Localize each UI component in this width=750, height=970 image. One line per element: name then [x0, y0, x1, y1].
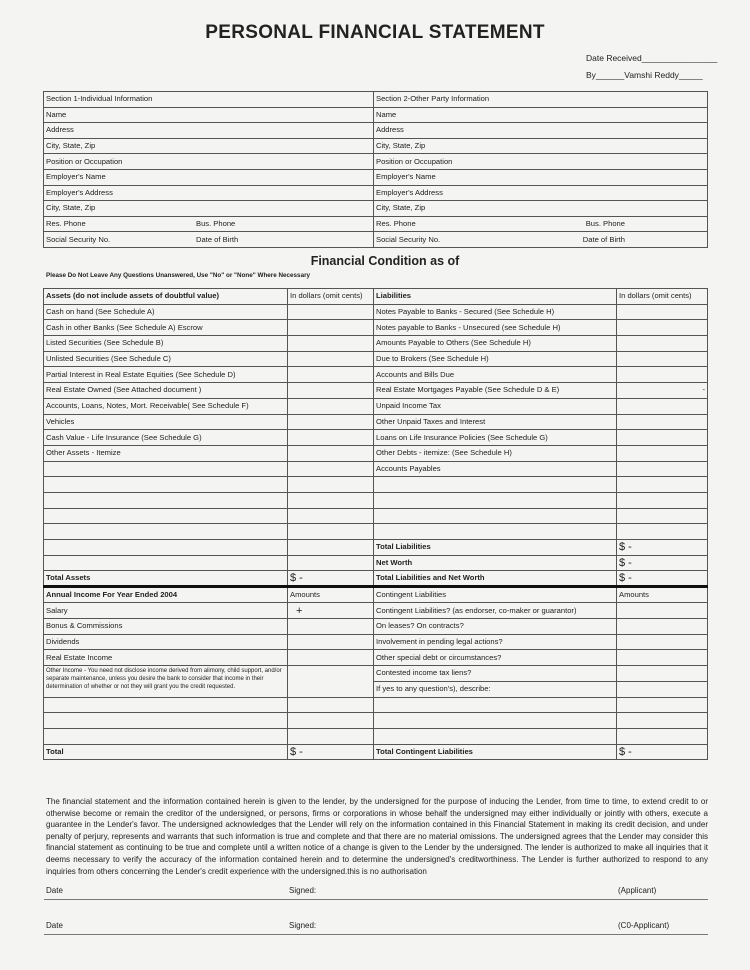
applicant-signature-line[interactable] — [44, 886, 708, 900]
document-title: PERSONAL FINANCIAL STATEMENT — [205, 22, 545, 43]
liability-amount-field[interactable] — [617, 336, 708, 352]
asset-amount-field[interactable] — [288, 336, 374, 352]
liability-item — [374, 508, 617, 524]
contingent-header: Contingent Liabilities — [374, 587, 617, 603]
asset-amount-field[interactable] — [288, 540, 374, 556]
section2-ssn-dob-field[interactable] — [374, 232, 708, 248]
table-row — [44, 587, 708, 603]
income-amount-field[interactable] — [288, 634, 374, 650]
income-item: Bonus & Commissions — [44, 619, 288, 635]
asset-item: Real Estate Owned (See Attached document ) — [44, 383, 288, 399]
table-row — [44, 320, 708, 336]
income-amount-field[interactable] — [288, 603, 374, 619]
liability-item — [374, 477, 617, 493]
section2-dob-label: Date of Birth — [582, 234, 625, 244]
asset-item: Other Assets - Itemize — [44, 445, 288, 461]
asset-item: Cash on hand (See Schedule A) — [44, 304, 288, 320]
table-row — [44, 492, 708, 508]
table-row — [44, 336, 708, 352]
income-total-label: Total — [44, 744, 288, 760]
table-row — [44, 351, 708, 367]
table-row — [44, 540, 708, 556]
table-row — [44, 508, 708, 524]
contingent-amount-field[interactable] — [617, 681, 708, 697]
asset-amount-field[interactable] — [288, 320, 374, 336]
blank-cell — [44, 540, 288, 556]
section2-field[interactable]: City, State, Zip — [374, 201, 708, 217]
table-row — [44, 154, 708, 170]
section1-field[interactable]: Name — [44, 107, 374, 123]
income-amount-field[interactable] — [288, 697, 374, 713]
section1-heading: Section 1-Individual Information — [44, 92, 374, 108]
section2-field[interactable]: Address — [374, 123, 708, 139]
table-row — [44, 216, 708, 232]
section1-field[interactable]: Address — [44, 123, 374, 139]
asset-amount-field[interactable] — [288, 414, 374, 430]
asset-item — [44, 508, 288, 524]
liability-amount-field[interactable] — [617, 445, 708, 461]
income-amount-field[interactable] — [288, 666, 374, 697]
liability-amount-field[interactable] — [617, 398, 708, 414]
liability-amount-field[interactable] — [617, 477, 708, 493]
total-liabilities-net-worth-value: $ - — [617, 571, 708, 587]
asset-amount-field[interactable] — [288, 555, 374, 571]
asset-item: Cash in other Banks (See Schedule A) Escrow — [44, 320, 288, 336]
blank-cell — [44, 555, 288, 571]
total-liabilities-value: $ - — [617, 540, 708, 556]
table-row — [44, 107, 708, 123]
asset-amount-field[interactable] — [288, 351, 374, 367]
asset-item: Accounts, Loans, Notes, Mort. Receivable( See Schedule F) — [44, 398, 288, 414]
section1-field[interactable]: Position or Occupation — [44, 154, 374, 170]
liability-amount-field[interactable] — [617, 383, 708, 399]
contingent-amount-header: Amounts — [617, 587, 708, 603]
blank-cell — [44, 697, 288, 713]
plus-icon: + — [296, 604, 303, 617]
income-item: Salary — [44, 603, 288, 619]
liability-item: Other Debts - itemize: (See Schedule H) — [374, 445, 617, 461]
liability-item: Amounts Payable to Others (See Schedule H) — [374, 336, 617, 352]
income-amount-field[interactable] — [288, 650, 374, 666]
contingent-item: Contingent Liabilities? (as endorser, co-maker or guarantor) — [374, 603, 617, 619]
section2-res_phone-label: Res. Phone — [376, 219, 416, 229]
contingent-amount-field[interactable] — [617, 650, 708, 666]
contingent-amount-field[interactable] — [617, 634, 708, 650]
asset-amount-field[interactable] — [288, 508, 374, 524]
table-row — [44, 383, 708, 399]
liability-item: Real Estate Mortgages Payable (See Schedule D & E) — [374, 383, 617, 399]
section1-field[interactable]: City, State, Zip — [44, 138, 374, 154]
total-assets-value: $ - — [288, 571, 374, 587]
blank-cell — [374, 713, 617, 729]
blank-cell — [44, 713, 288, 729]
contingent-amount-field[interactable] — [617, 603, 708, 619]
table-row — [44, 138, 708, 154]
liabilities-amount-header: In dollars (omit cents) — [617, 289, 708, 305]
table-row — [44, 634, 708, 650]
asset-item: Listed Securities (See Schedule B) — [44, 336, 288, 352]
dash-value: - — [702, 385, 705, 395]
section1-ssn-dob-field[interactable] — [44, 232, 374, 248]
financial-condition-table — [43, 288, 708, 760]
section2-field[interactable]: Position or Occupation — [374, 154, 708, 170]
table-row — [44, 697, 708, 713]
asset-amount-field[interactable] — [288, 445, 374, 461]
signature-date-label: Date — [46, 886, 63, 895]
liability-item: Other Unpaid Taxes and Interest — [374, 414, 617, 430]
section2-phone-field[interactable] — [374, 216, 708, 232]
co-applicant-signature-line[interactable] — [44, 921, 708, 935]
total-contingent-label: Total Contingent Liabilities — [374, 744, 617, 760]
table-row — [44, 555, 708, 571]
section1-dob-label: Date of Birth — [196, 234, 239, 244]
asset-item — [44, 524, 288, 540]
asset-item — [44, 477, 288, 493]
income-amount-field[interactable] — [288, 713, 374, 729]
liability-item: Notes Payable to Banks - Secured (See Schedule H) — [374, 304, 617, 320]
table-row — [44, 201, 708, 217]
table-row — [44, 398, 708, 414]
liability-amount-field[interactable] — [617, 524, 708, 540]
section1-bus_phone-label: Bus. Phone — [196, 219, 236, 229]
liability-amount-field[interactable] — [617, 430, 708, 446]
table-row — [44, 289, 708, 305]
section1-phone-field[interactable] — [44, 216, 374, 232]
total-liabilities-net-worth-label: Total Liabilities and Net Worth — [374, 571, 617, 587]
income-item: Real Estate Income — [44, 650, 288, 666]
by-field[interactable]: By______Vamshi Reddy_____ — [586, 70, 703, 80]
contingent-item: Contested income tax liens? — [374, 666, 617, 682]
asset-amount-field[interactable] — [288, 492, 374, 508]
income-item: Dividends — [44, 634, 288, 650]
asset-amount-field[interactable] — [288, 383, 374, 399]
table-row — [44, 169, 708, 185]
income-amount-field[interactable] — [288, 728, 374, 744]
table-row — [44, 123, 708, 139]
blank-cell — [374, 728, 617, 744]
contingent-amount-field[interactable] — [617, 619, 708, 635]
contingent-amount-field[interactable] — [617, 666, 708, 682]
section2-field[interactable]: Employer's Address — [374, 185, 708, 201]
table-row — [44, 713, 708, 729]
liability-amount-field[interactable] — [617, 461, 708, 477]
liability-amount-field[interactable] — [617, 414, 708, 430]
table-row — [44, 603, 708, 619]
table-row — [44, 430, 708, 446]
liability-item: Accounts and Bills Due — [374, 367, 617, 383]
asset-amount-field[interactable] — [288, 398, 374, 414]
liability-item — [374, 524, 617, 540]
asset-item — [44, 492, 288, 508]
section1-field[interactable]: Employer's Name — [44, 169, 374, 185]
date-received-field[interactable]: Date Received________________ — [586, 53, 718, 63]
table-row — [44, 571, 708, 587]
liability-item — [374, 492, 617, 508]
contingent-amount-field[interactable] — [617, 713, 708, 729]
asset-amount-field[interactable] — [288, 461, 374, 477]
asset-item: Vehicles — [44, 414, 288, 430]
liability-amount-field[interactable] — [617, 367, 708, 383]
section1-ssn-label: Social Security No. — [46, 234, 111, 244]
liability-amount-field[interactable] — [617, 320, 708, 336]
section2-ssn-label: Social Security No. — [376, 234, 441, 244]
co-applicant-label: (C0-Applicant) — [618, 921, 670, 930]
signature-date-label: Date — [46, 921, 63, 930]
liability-amount-field[interactable] — [617, 508, 708, 524]
table-row — [44, 524, 708, 540]
section1-field[interactable]: City, State, Zip — [44, 201, 374, 217]
section2-field[interactable]: Employer's Name — [374, 169, 708, 185]
blank-cell — [374, 697, 617, 713]
liability-amount-field[interactable] — [617, 492, 708, 508]
income-amount-field[interactable] — [288, 619, 374, 635]
asset-amount-field[interactable] — [288, 367, 374, 383]
income-header: Annual Income For Year Ended 2004 — [44, 587, 288, 603]
disclaimer-text: The financial statement and the information contained herein is given to the lender, by the undersigned for the purpose of inducing the Lender, from time to time, to extend credit to or otherwise become or remain the creditor of the undersigned, or persons, firms or corporations in whose behalf the undersigned may either individually or jointly with others, execute a guarantee in the Lender's favor. The undersigned acknowledges that the Lender will rely on the information contained in this Financial Statement in making its credit decision, and under penalty of perjury, represents and warrants that such information is true and complete and that there are no material omissions. The undersigned agrees that the Lender may consider this financial statement as continuing to be true and complete until a written notice of a change is given to the Lender by the undersigned. The lender is authorized to make all inquiries that it deems necessary to verify the accuracy of the information contained herein and to determine the undersigned's creditworthiness. The Lender is further authorized to respond to any inquiries from others concerning the Lender's credit experience with the undersigned.this is no authorisation — [46, 797, 708, 876]
section1-res_phone-label: Res. Phone — [46, 219, 86, 229]
asset-item: Cash Value - Life Insurance (See Schedule G) — [44, 430, 288, 446]
income-total-value: $ - — [288, 744, 374, 760]
table-row — [44, 619, 708, 635]
liability-item: Due to Brokers (See Schedule H) — [374, 351, 617, 367]
table-row — [44, 367, 708, 383]
asset-amount-field[interactable] — [288, 304, 374, 320]
total-assets-label: Total Assets — [44, 571, 288, 587]
table-row — [44, 185, 708, 201]
table-row — [44, 650, 708, 666]
net-worth-value: $ - — [617, 555, 708, 571]
other-income-note: Other Income - You need not disclose income derived from alimony, child support, and/or separate maintenance, unless you desire the bank to consider that income in their determination of whether or not they will grant you the credit requested. — [44, 666, 288, 697]
signature-signed-label: Signed: — [289, 886, 317, 895]
instruction-text: Please Do Not Leave Any Questions Unanswered, Use "No" or "None" Where Necessary — [46, 272, 311, 279]
income-amount-header: Amounts — [288, 587, 374, 603]
total-liabilities-label: Total Liabilities — [374, 540, 617, 556]
section2-heading: Section 2-Other Party Information — [374, 92, 708, 108]
signature-signed-label: Signed: — [289, 921, 317, 930]
asset-item: Partial Interest in Real Estate Equities (See Schedule D) — [44, 367, 288, 383]
liabilities-header: Liabilities — [374, 289, 617, 305]
section1-field[interactable]: Employer's Address — [44, 185, 374, 201]
table-row — [44, 414, 708, 430]
table-row — [44, 304, 708, 320]
liability-item: Unpaid Income Tax — [374, 398, 617, 414]
total-contingent-value: $ - — [617, 744, 708, 760]
contingent-item: Other special debt or circumstances? — [374, 650, 617, 666]
table-row — [44, 744, 708, 760]
assets-amount-header: In dollars (omit cents) — [288, 289, 374, 305]
liability-amount-field[interactable] — [617, 351, 708, 367]
asset-amount-field[interactable] — [288, 477, 374, 493]
table-row — [44, 461, 708, 477]
asset-item: Unlisted Securities (See Schedule C) — [44, 351, 288, 367]
asset-item — [44, 461, 288, 477]
contingent-item: On leases? On contracts? — [374, 619, 617, 635]
table-row — [44, 477, 708, 493]
section2-field[interactable]: City, State, Zip — [374, 138, 708, 154]
table-row — [44, 666, 708, 682]
net-worth-label: Net Worth — [374, 555, 617, 571]
contingent-amount-field[interactable] — [617, 697, 708, 713]
table-row — [44, 445, 708, 461]
liability-item: Accounts Payables — [374, 461, 617, 477]
asset-amount-field[interactable] — [288, 430, 374, 446]
contingent-item: Involvement in pending legal actions? — [374, 634, 617, 650]
table-row — [44, 232, 708, 248]
assets-header: Assets (do not include assets of doubtful value) — [44, 289, 288, 305]
contingent-amount-field[interactable] — [617, 728, 708, 744]
applicant-label: (Applicant) — [618, 886, 657, 895]
party-information-table — [43, 91, 708, 248]
liability-item: Loans on Life Insurance Policies (See Schedule G) — [374, 430, 617, 446]
financial-condition-heading: Financial Condition as of — [310, 254, 460, 268]
table-row — [44, 728, 708, 744]
contingent-item: If yes to any question's), describe: — [374, 681, 617, 697]
liability-item: Notes payable to Banks - Unsecured (see Schedule H) — [374, 320, 617, 336]
section2-bus_phone-label: Bus. Phone — [585, 219, 625, 229]
blank-cell — [44, 728, 288, 744]
liability-amount-field[interactable] — [617, 304, 708, 320]
asset-amount-field[interactable] — [288, 524, 374, 540]
section2-field[interactable]: Name — [374, 107, 708, 123]
